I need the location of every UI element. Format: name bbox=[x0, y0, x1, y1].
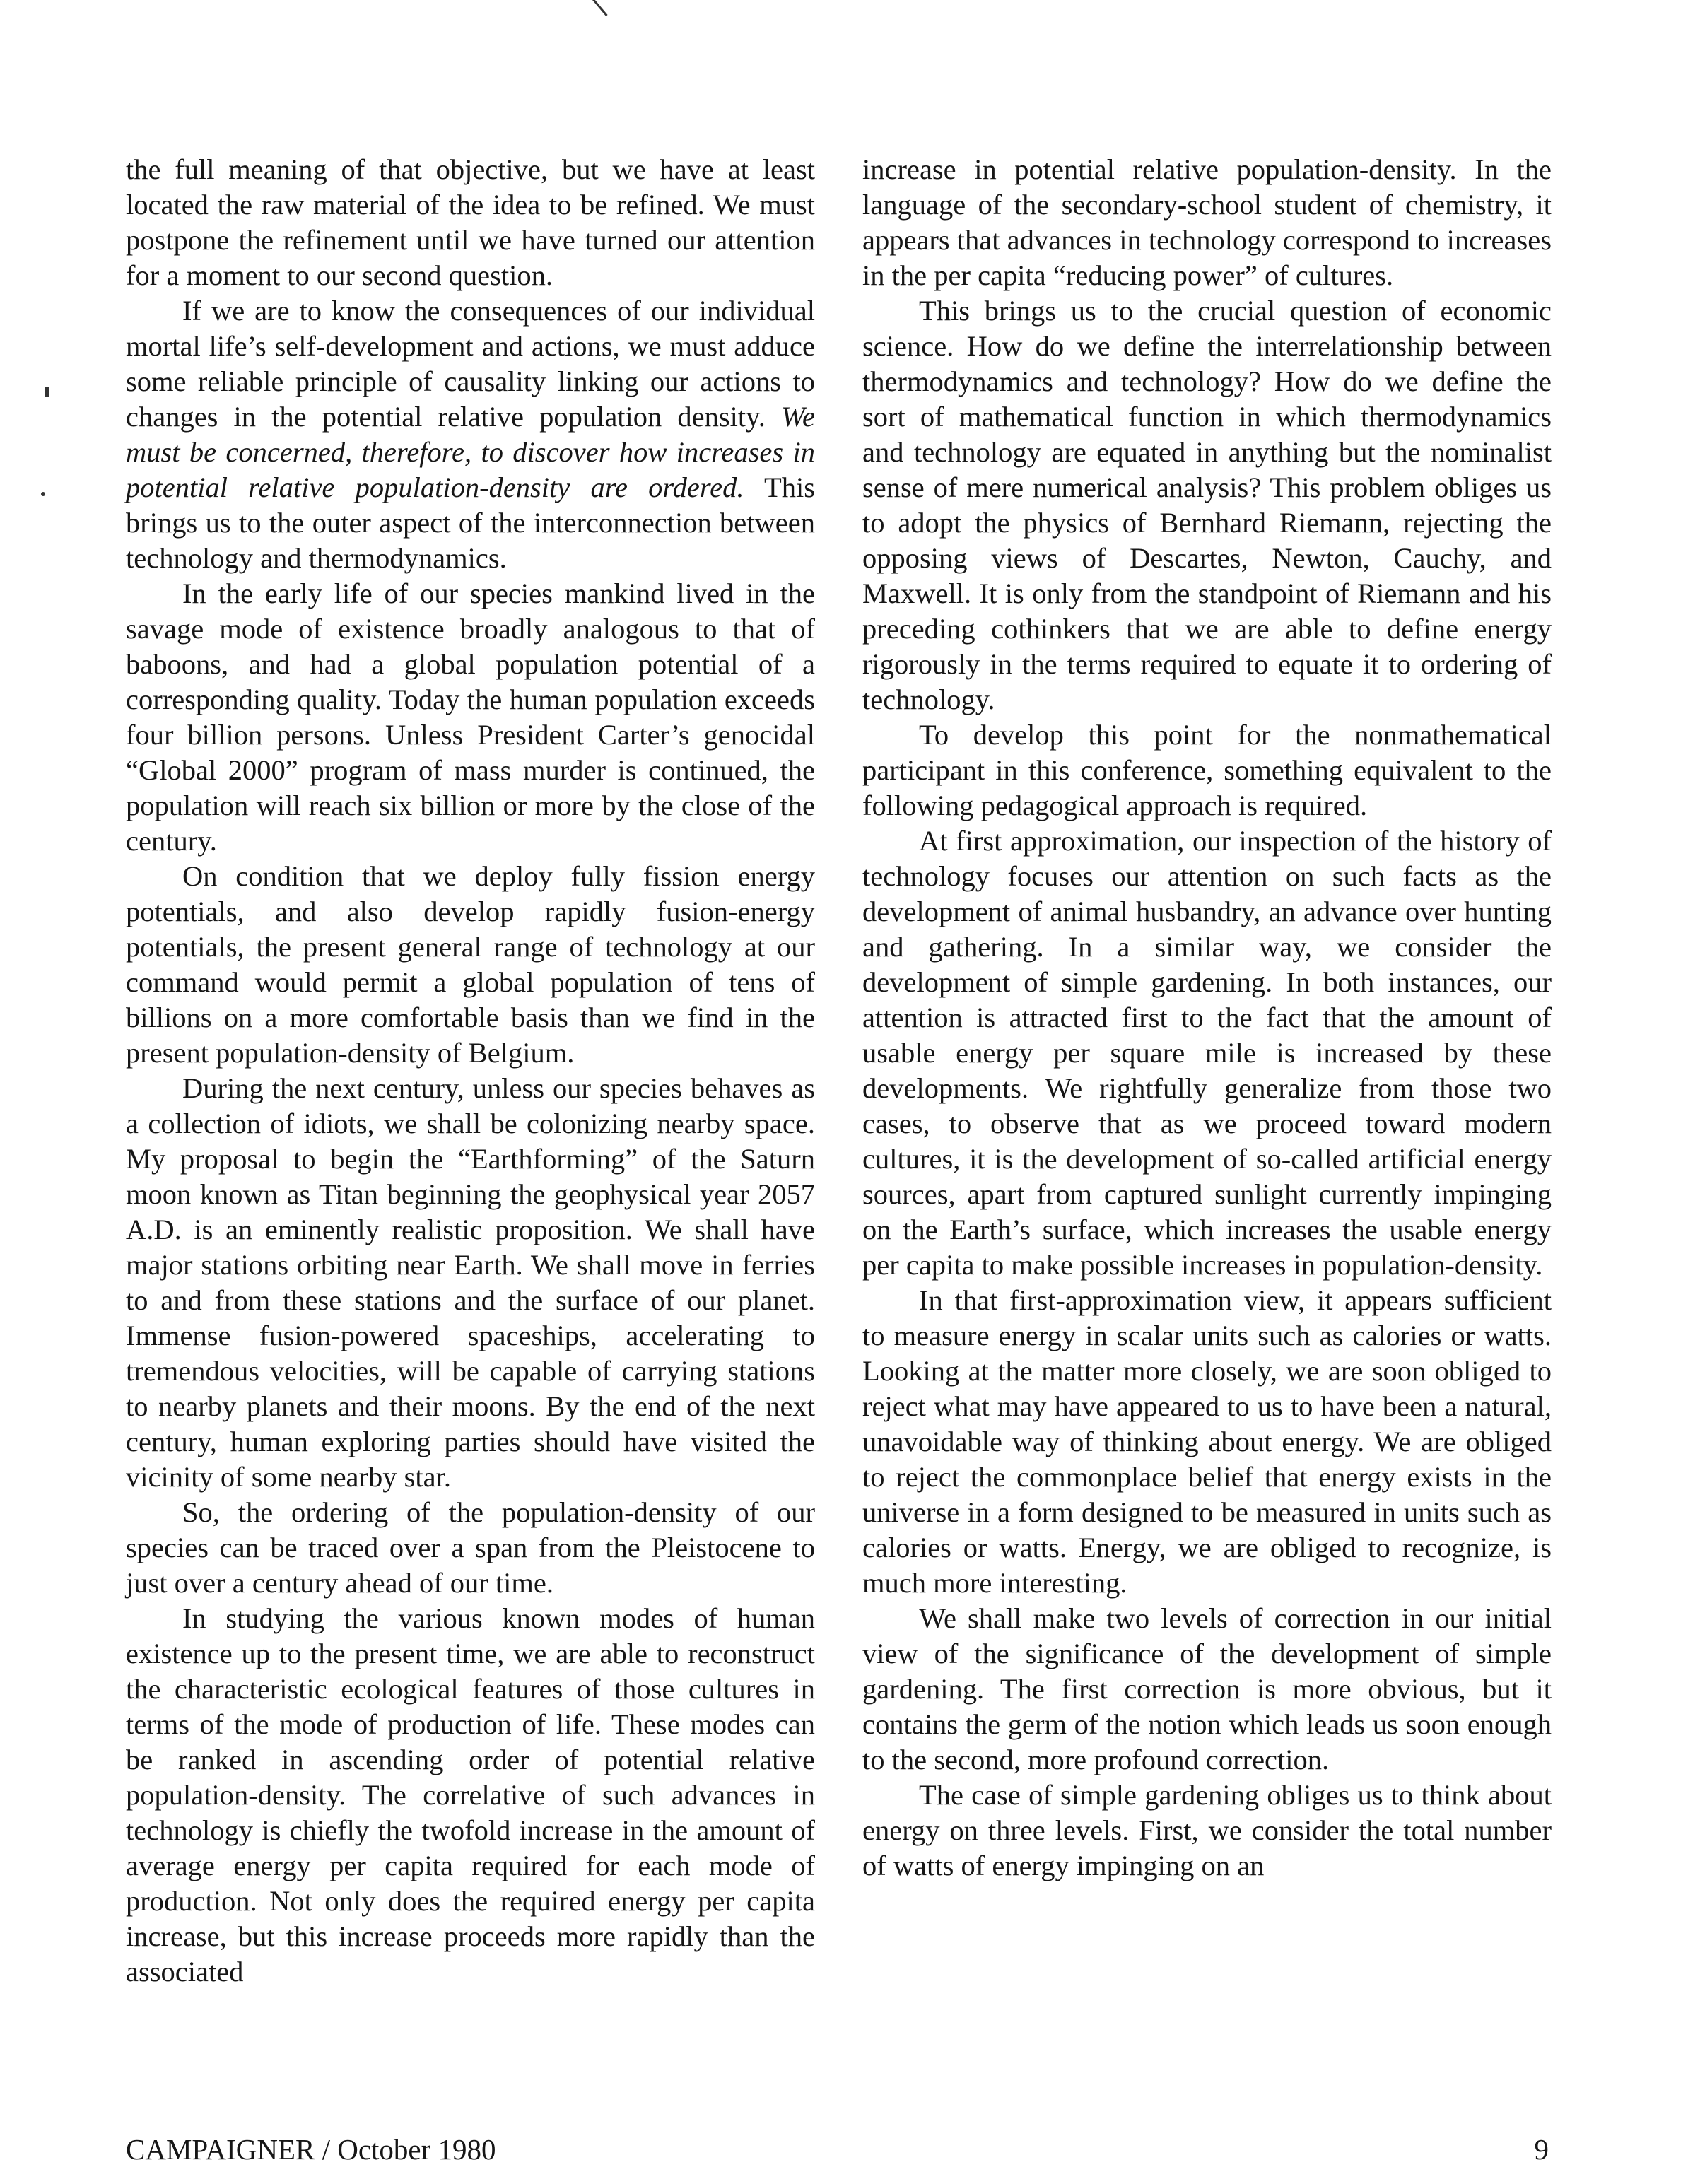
paragraph-text: This brings us to the outer aspect of the interconnection between technology and thermodynamics. bbox=[126, 471, 815, 574]
paragraph: The case of simple gardening obliges us to think about energy on three levels. First, we consider the total number of watts of energy impinging on an bbox=[862, 1779, 1552, 1881]
paragraph: We shall make two levels of correction in our initial view of the significance of the development of simple gardening. The first correction is more obvious, but it contains the germ of the notion which leads us soon enough to the second, more profound correction. bbox=[862, 1602, 1552, 1775]
paragraph: So, the ordering of the population-density of our species can be traced over a span from the Pleistocene to just over a century ahead of our time. bbox=[126, 1496, 815, 1599]
paragraph: In studying the various known modes of human existence up to the present time, we are able to reconstruct the characteristic ecological features of those cultures in terms of the mode of production of life. These modes can be ranked in ascending order of potential relative population-density. The correlative of such advances in technology is chiefly the twofold increase in the amount of average energy per capita required for each mode of production. Not only does the required energy per capita increase, but this increase proceeds more rapidly than the associated bbox=[126, 1602, 815, 1988]
paragraph: To develop this point for the nonmathematical participant in this conference, something equivalent to the following pedagogical approach is required. bbox=[862, 719, 1552, 821]
paragraph: increase in potential relative population-density. In the language of the secondary-school student of chemistry, it appears that advances in technology correspond to increases in the per capita “reducing power” of cultures. bbox=[862, 153, 1552, 291]
paragraph: On condition that we deploy fully fission energy potentials, and also develop rapidly fusion-energy potentials, the present general range of technology at our command would permit a global population of tens of billions on a more comfortable basis than we find in the present population-density of Belgium. bbox=[126, 860, 815, 1069]
paragraph: In the early life of our species mankind lived in the savage mode of existence broadly analogous to that of baboons, and had a global population potential of a corresponding quality. Today the human population exceeds four billion persons. Unless President Carter’s genocidal “Global 2000” program of mass murder is continued, the population will reach six billion or more by the close of the century. bbox=[126, 577, 815, 857]
publication-footer: CAMPAIGNER / October 1980 bbox=[126, 2133, 496, 2166]
paragraph: During the next century, unless our species behaves as a collection of idiots, we shall be colonizing nearby space. My proposal to begin the “Earthforming” of the Saturn moon known as Titan beginning the geophysical year 2057 A.D. is an eminently realistic proposition. We shall have major stations orbiting near Earth. We shall move in ferries to and from these stations and the surface of our planet. Immense fusion-powered spaceships, accelerating to tremendous velocities, will be capable of carrying stations to nearby planets and their moons. By the end of the next century, human exploring parties should have visited the vicinity of some nearby star. bbox=[126, 1072, 815, 1493]
paragraph bbox=[126, 293, 815, 576]
scan-mark-left-1 bbox=[45, 387, 49, 397]
paragraph: This brings us to the crucial question of economic science. How do we define the interrelationship between thermodynamics and technology? How do we define the sort of mathematical function in which thermodynamics and technology are equated in anything but the nominalist sense of mere numerical analysis? This problem obliges us to adopt the physics of Bernhard Riemann, rejecting the opposing views of Descartes, Newton, Cauchy, and Maxwell. It is only from the standpoint of Riemann and his preceding cothinkers that we are able to define energy rigorously in the terms required to equate it to ordering of technology. bbox=[862, 295, 1552, 715]
scan-mark-left-2 bbox=[41, 492, 45, 496]
paragraph: In that first-approximation view, it appears sufficient to measure energy in scalar units such as calories or watts. Looking at the matter more closely, we are soon obliged to reject what may have appeared to us to have been a natural, unavoidable way of thinking about energy. We are obliged to reject the commonplace belief that energy exists in the universe in a form designed to be measured in units such as calories or watts. Energy, we are obliged to recognize, is much more interesting. bbox=[862, 1284, 1552, 1599]
italic-emphasis: We must be concerned, therefore, to discover how increases in potential relative population-density are ordered. bbox=[126, 401, 815, 503]
page-number: 9 bbox=[1534, 2133, 1549, 2166]
paragraph: At first approximation, our inspection of the history of technology focuses our attention on such facts as the development of animal husbandry, an advance over hunting and gathering. In a similar way, we consider the development of simple gardening. In both instances, our attention is attracted first to the fact that the amount of usable energy per square mile is increased by these developments. We rightfully generalize from those two cases, to observe that as we proceed toward modern cultures, it is the development of so-called artificial energy sources, apart from captured sunlight currently impinging on the Earth’s surface, which increases the usable energy per capita to make possible increases in population-density. bbox=[862, 825, 1552, 1281]
article-column-left bbox=[126, 152, 815, 1990]
article-column-right bbox=[862, 152, 1552, 1884]
scan-mark-top bbox=[592, 0, 608, 16]
paragraph: the full meaning of that objective, but we have at least located the raw material of the idea to be refined. We must postpone the refinement until we have turned our attention for a moment to our second question. bbox=[126, 153, 815, 291]
paragraph-text: If we are to know the consequences of our individual mortal life’s self-development and actions, we must adduce some reliable principle of causality linking our actions to changes in the potential relative population density. bbox=[126, 295, 815, 433]
